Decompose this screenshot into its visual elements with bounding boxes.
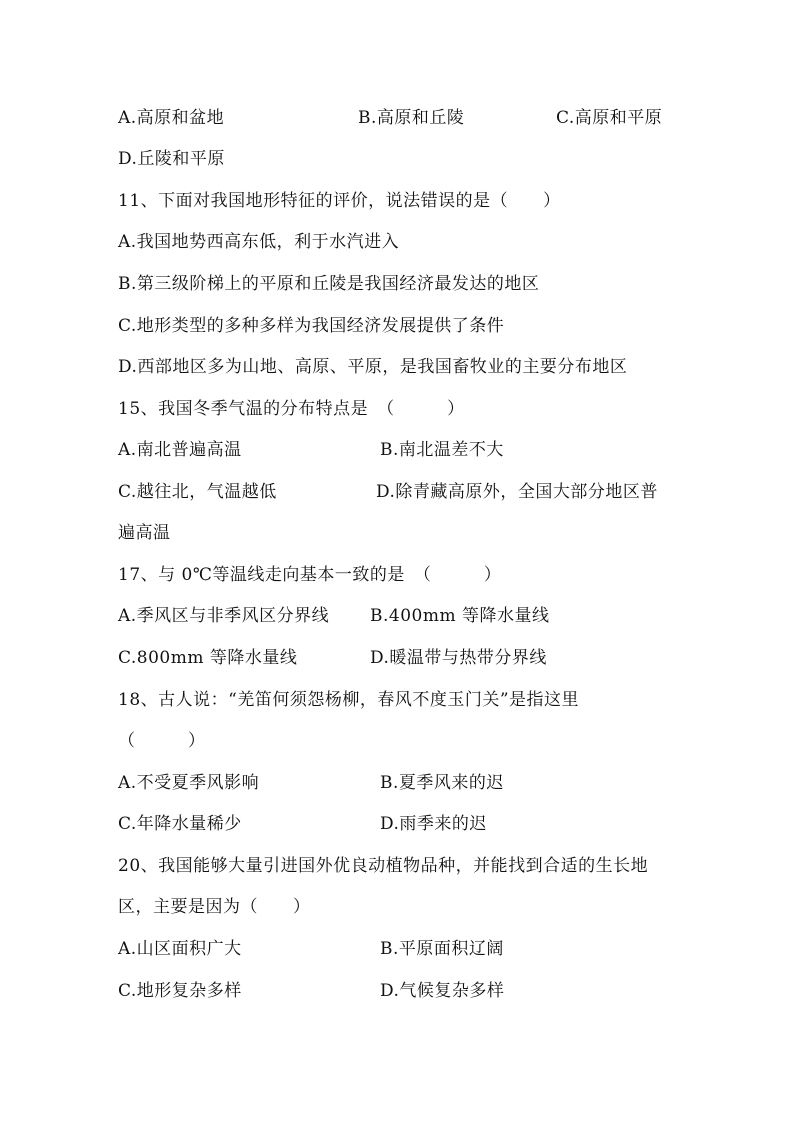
q15-option-b: B.南北温差不大 — [380, 440, 504, 460]
q10-option-b: B.高原和丘陵 — [358, 108, 465, 128]
q18-option-d: D.雨季来的迟 — [380, 814, 487, 834]
q10-option-a: A.高原和盆地 — [118, 108, 225, 128]
q10-option-d: D.丘陵和平原 — [118, 149, 225, 169]
q10-option-c: C.高原和平原 — [556, 108, 663, 128]
q18-stem-continued: （ ） — [118, 731, 206, 751]
q18-option-b: B.夏季风来的迟 — [380, 773, 504, 793]
q17-option-b: B.400mm 等降水量线 — [370, 606, 550, 626]
q20-option-a: A.山区面积广大 — [118, 939, 242, 959]
q15-option-c: C.越往北，气温越低 — [118, 482, 277, 502]
q11-option-d: D.西部地区多为山地、高原、平原，是我国畜牧业的主要分布地区 — [118, 357, 628, 377]
q11-stem: 11、下面对我国地形特征的评价，说法错误的是（ ） — [118, 191, 561, 211]
q17-option-c: C.800mm 等降水量线 — [118, 648, 298, 668]
q17-option-d: D.暖温带与热带分界线 — [370, 648, 547, 668]
q15-stem: 15、我国冬季气温的分布特点是 （ ） — [118, 399, 465, 419]
q18-option-c: C.年降水量稀少 — [118, 814, 242, 834]
q18-stem: 18、古人说：“羌笛何须怨杨柳，春风不度玉门关”是指这里 — [118, 690, 580, 710]
q18-option-a: A.不受夏季风影响 — [118, 773, 260, 793]
q20-option-c: C.地形复杂多样 — [118, 981, 242, 1001]
q11-option-b: B.第三级阶梯上的平原和丘陵是我国经济最发达的地区 — [118, 274, 540, 294]
q20-stem: 20、我国能够大量引进国外优良动植物品种，并能找到合适的生长地 — [118, 856, 649, 876]
q17-stem: 17、与 0℃等温线走向基本一致的是 （ ） — [118, 565, 502, 585]
q15-option-d: D.除青藏高原外，全国大部分地区普 — [376, 482, 658, 502]
q17-option-a: A.季风区与非季风区分界线 — [118, 606, 330, 626]
q15-option-d-continued: 遍高温 — [118, 523, 171, 543]
q20-option-b: B.平原面积辽阔 — [380, 939, 504, 959]
q20-option-d: D.气候复杂多样 — [380, 981, 505, 1001]
q11-option-c: C.地形类型的多种多样为我国经济发展提供了条件 — [118, 316, 505, 336]
q11-option-a: A.我国地势西高东低，利于水汽进入 — [118, 232, 400, 252]
q15-option-a: A.南北普遍高温 — [118, 440, 242, 460]
q20-stem-continued: 区，主要是因为（ ） — [118, 897, 311, 917]
